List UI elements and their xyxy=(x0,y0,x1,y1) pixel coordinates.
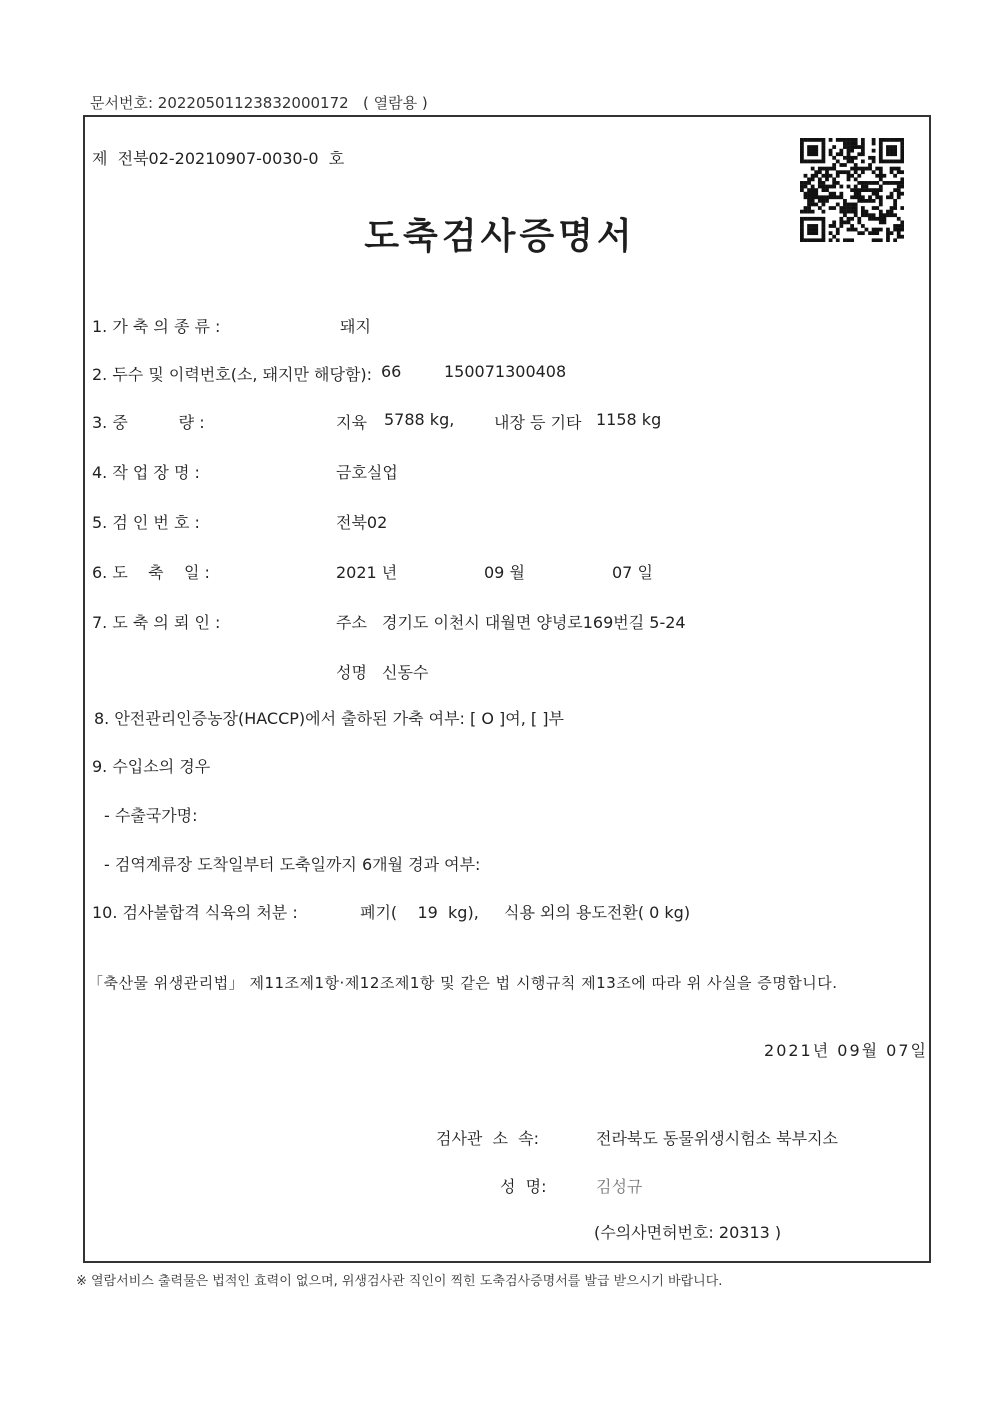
cert-number-value: 전북02-20210907-0030-0 xyxy=(117,149,319,168)
carcass-value: 5788 kg, xyxy=(384,410,455,429)
document-number xyxy=(90,92,428,113)
haccp-label: 8. 안전관리인증농장(HACCP)에서 출하된 가축 여부: [ O ]여, [ ]부 xyxy=(94,709,564,728)
weight-label: 3. 중 량 : xyxy=(92,413,205,432)
slaughter-date-label: 6. 도 축 일 : xyxy=(92,563,210,582)
export-country-label: - 수출국가명: xyxy=(104,806,198,825)
quarantine-label: - 검역계류장 도착일부터 도축일까지 6개월 경과 여부: xyxy=(104,855,481,874)
doc-number-value: 20220501123832000172 xyxy=(157,94,349,112)
doc-number-label: 문서번호: xyxy=(90,94,154,112)
client-name: 신동수 xyxy=(382,663,429,682)
certification-statement: 「축산물 위생관리법」 제11조제1항·제12조제1항 및 같은 법 시행규칙 제13조에 따라 위 사실을 증명합니다. xyxy=(88,974,838,992)
footnote: ※ 열람서비스 출력물은 법적인 효력이 없으며, 위생검사관 직인이 찍힌 도축검사증명서를 발급 받으시기 바랍니다. xyxy=(76,1274,723,1289)
animal-type-value: 돼지 xyxy=(340,317,371,336)
failed-conversion: 식용 외의 용도전환( 0 kg) xyxy=(504,903,691,922)
carcass-label: 지육 xyxy=(336,413,367,432)
client-label: 7. 도 축 의 뢰 인 : xyxy=(92,613,221,632)
issue-date: 2021년 09월 07일 xyxy=(764,1041,928,1060)
offal-value: 1158 kg xyxy=(596,410,662,429)
workplace-label: 4. 작 업 장 명 : xyxy=(92,463,200,482)
cert-number-prefix: 제 xyxy=(92,149,108,168)
workplace-value: 금호실업 xyxy=(336,463,398,482)
failed-disposal: 폐기( 19 kg), xyxy=(360,903,479,922)
slaughter-month: 09 월 xyxy=(484,563,525,582)
offal-label: 내장 등 기타 xyxy=(494,413,582,432)
animal-type-label: 1. 가 축 의 종 류 : xyxy=(92,317,221,336)
slaughter-day: 07 일 xyxy=(612,563,653,582)
inspector-name-label: 성 명: xyxy=(500,1177,547,1196)
inspector-affiliation-value: 전라북도 동물위생시험소 북부지소 xyxy=(596,1129,839,1148)
inspection-number-label: 5. 검 인 번 호 : xyxy=(92,513,200,532)
client-address-label: 주소 xyxy=(336,613,367,632)
failed-label: 10. 검사불합격 식육의 처분 : xyxy=(92,903,298,922)
certificate-number xyxy=(92,146,344,169)
trace-number-value: 150071300408 xyxy=(444,362,567,381)
inspector-license: (수의사면허번호: 20313 ) xyxy=(594,1223,782,1242)
inspection-number-value: 전북02 xyxy=(336,513,388,532)
head-count-value: 66 xyxy=(381,362,402,381)
cert-number-suffix: 호 xyxy=(328,149,345,168)
client-address: 경기도 이천시 대월면 양녕로169번길 5-24 xyxy=(382,613,686,632)
inspector-name: 김성규 xyxy=(596,1177,643,1196)
slaughter-year: 2021 년 xyxy=(336,563,398,582)
doc-number-note: ( 열람용 ) xyxy=(362,94,428,112)
page-title: 도축검사증명서 xyxy=(364,216,636,257)
inspector-affiliation-label: 검사관 소 속: xyxy=(436,1129,540,1148)
import-label: 9. 수입소의 경우 xyxy=(92,757,211,776)
head-count-label: 2. 두수 및 이력번호(소, 돼지만 해당함): xyxy=(92,365,373,384)
certificate-frame xyxy=(83,115,931,1263)
client-name-label: 성명 xyxy=(336,663,367,682)
